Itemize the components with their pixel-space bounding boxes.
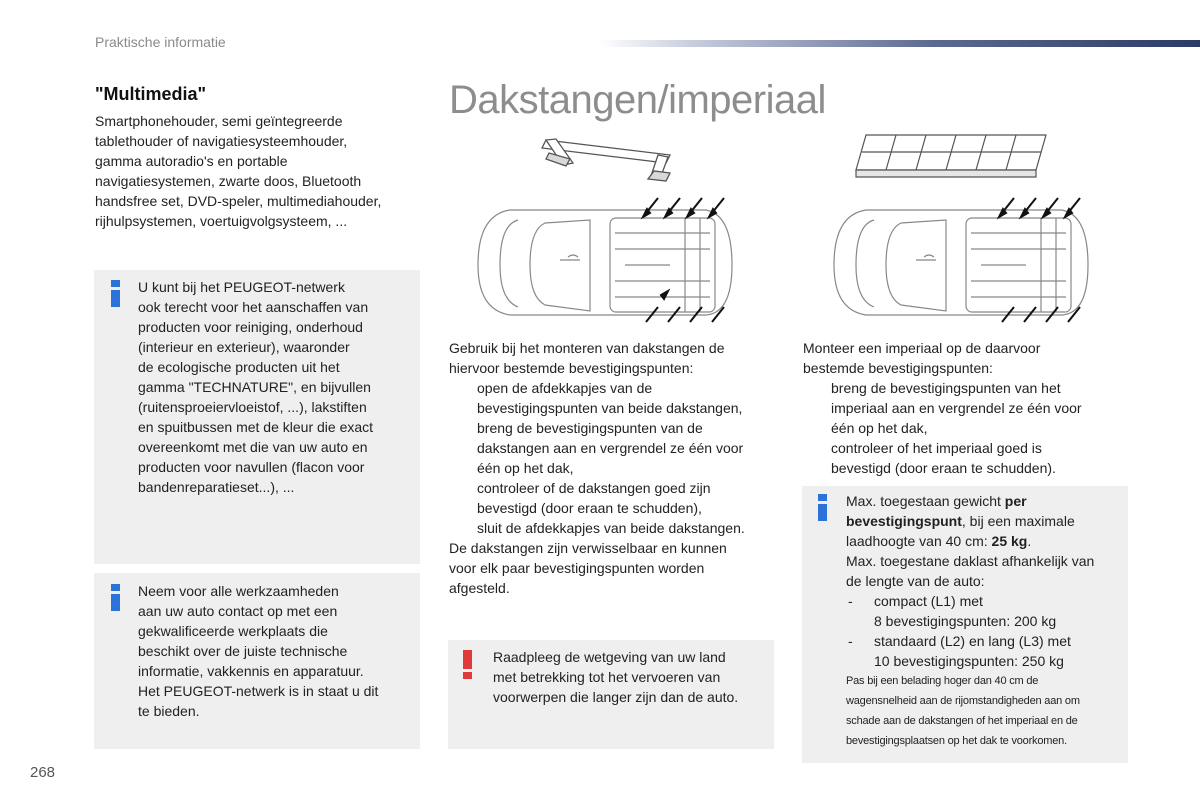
info-icon	[111, 584, 120, 611]
roof-rack-instructions	[803, 338, 1133, 478]
list-item	[846, 631, 1124, 671]
text-line: controleer of de dakstangen goed zijn	[477, 480, 711, 496]
text-line: Het PEUGEOT-netwerk is in staat u dit	[138, 683, 379, 699]
warning-box-text	[493, 647, 768, 707]
list-item	[449, 478, 779, 518]
text-line: gamma autoradio's en portable	[95, 153, 288, 169]
page-number: 268	[30, 764, 56, 781]
text-line: Gebruik bij het monteren van dakstangen de	[449, 340, 725, 356]
text-line: gekwalificeerde werkplaats die	[138, 623, 328, 639]
text-line: tablethouder of navigatiesysteemhouder,	[95, 133, 348, 149]
text-line: gamma "TECHNATURE", en bijvullen	[138, 379, 371, 395]
text-span: .	[1027, 533, 1032, 549]
text-line: producten voor reiniging, onderhoud	[138, 319, 363, 335]
dash-marker: -	[848, 593, 853, 609]
list-item	[803, 438, 1133, 478]
text-line: bestemde bevestigingspunten:	[803, 360, 993, 376]
text-line: overeenkomt met die van uw auto en	[138, 439, 368, 455]
text-line: bevestigd (door eraan te schudden).	[831, 460, 1056, 476]
text-line: (ruitensproeiervloeistof, ...), lakstiften	[138, 399, 367, 415]
text-line: beschikt over de juiste technische	[138, 643, 348, 659]
text-line: standaard (L2) en lang (L3) met	[874, 633, 1071, 649]
roof-bars-illustration	[470, 125, 770, 330]
text-line: (interieur en exterieur), waaronder	[138, 339, 350, 355]
text-line	[846, 491, 1124, 511]
page-title: Dakstangen/imperiaal	[449, 78, 826, 122]
warning-icon	[463, 650, 472, 679]
roof-bars-instructions	[449, 338, 779, 598]
dash-marker: -	[848, 633, 853, 649]
text-line: één op het dak,	[477, 460, 574, 476]
text-line: met betrekking tot het vervoeren van	[493, 669, 721, 685]
text-line: Neem voor alle werkzaamheden	[138, 583, 339, 599]
text-line: Smartphonehouder, semi geïntegreerde	[95, 113, 343, 129]
list-item	[449, 378, 779, 418]
roof-rack-illustration	[826, 125, 1126, 330]
info-box-workshop-text	[138, 581, 413, 721]
text-line: 10 bevestigingspunten: 250 kg	[874, 653, 1064, 669]
text-line: bevestigingspunten van beide dakstangen,	[477, 400, 743, 416]
text-line: ook terecht voor het aanschaffen van	[138, 299, 369, 315]
text-line: bevestigingsplaatsen op het dak te voorkomen.	[846, 735, 1067, 747]
text-line: Max. toegestane daklast afhankelijk van	[846, 553, 1095, 569]
text-span: Max. toegestaan gewicht	[846, 493, 1005, 509]
list-item	[449, 518, 779, 538]
text-line: één op het dak,	[831, 420, 928, 436]
text-line: 8 bevestigingspunten: 200 kg	[874, 613, 1057, 629]
text-line: schade aan de dakstangen of het imperiaal en de	[846, 715, 1078, 727]
text-line: aan uw auto contact op met een	[138, 603, 338, 619]
list-item	[449, 418, 779, 478]
text-line: compact (L1) met	[874, 593, 983, 609]
text-line: Monteer een imperiaal op de daarvoor	[803, 340, 1041, 356]
text-line: rijhulpsystemen, voertuigvolgsysteem, ...	[95, 213, 348, 229]
text-span: laadhoogte van 40 cm:	[846, 533, 992, 549]
text-line: handsfree set, DVD-speler, multimediahouder,	[95, 193, 382, 209]
text-line: voorwerpen die langer zijn dan de auto.	[493, 689, 739, 705]
text-line: te bieden.	[138, 703, 200, 719]
text-line: de lengte van de auto:	[846, 573, 985, 589]
bold-text: 25 kg	[991, 533, 1028, 549]
section-label: Praktische informatie	[95, 34, 226, 50]
info-icon	[818, 494, 827, 521]
text-line: dakstangen aan en vergrendel ze één voor	[477, 440, 744, 456]
info-icon	[111, 280, 120, 307]
text-line: bandenreparatieset...), ...	[138, 479, 295, 495]
text-line: De dakstangen zijn verwisselbaar en kunnen	[449, 540, 727, 556]
text-line: afgesteld.	[449, 580, 510, 596]
text-line: voor elk paar bevestigingspunten worden	[449, 560, 705, 576]
text-line	[846, 511, 1124, 531]
bold-text: per	[1004, 493, 1027, 509]
header-gradient-bar	[600, 40, 1200, 47]
text-line: de ecologische producten uit het	[138, 359, 340, 375]
text-line: Raadpleeg de wetgeving van uw land	[493, 649, 726, 665]
text-line: navigatiesystemen, zwarte doos, Bluetooth	[95, 173, 362, 189]
speed-note	[846, 671, 1124, 751]
multimedia-text	[95, 111, 420, 231]
text-line: imperiaal aan en vergrendel ze één voor	[831, 400, 1082, 416]
text-line: hiervoor bestemde bevestigingspunten:	[449, 360, 694, 376]
text-line: wagensnelheid aan de rijomstandigheden aan om	[846, 695, 1080, 707]
bold-text: bevestigingspunt	[846, 513, 962, 529]
list-item	[803, 378, 1133, 438]
text-line: open de afdekkapjes van de	[477, 380, 653, 396]
text-line: informatie, vakkennis en apparatuur.	[138, 663, 364, 679]
text-line: sluit de afdekkapjes van beide dakstangen.	[477, 520, 745, 536]
text-line	[846, 531, 1124, 551]
info-box-load-limits-text	[846, 491, 1124, 751]
info-box-products-text	[138, 277, 413, 497]
text-line: U kunt bij het PEUGEOT-netwerk	[138, 279, 345, 295]
text-line: controleer of het imperiaal goed is	[831, 440, 1042, 456]
text-line: bevestigd (door eraan te schudden),	[477, 500, 702, 516]
multimedia-title: "Multimedia"	[95, 84, 207, 104]
text-line: producten voor navullen (flacon voor	[138, 459, 365, 475]
text-span: , bij een maximale	[961, 513, 1075, 529]
text-line: breng de bevestigingspunten van de	[477, 420, 703, 436]
list-item	[846, 591, 1124, 631]
text-line: en spuitbussen met de kleur die exact	[138, 419, 374, 435]
text-line: Pas bij een belading hoger dan 40 cm de	[846, 675, 1039, 687]
text-line: breng de bevestigingspunten van het	[831, 380, 1061, 396]
